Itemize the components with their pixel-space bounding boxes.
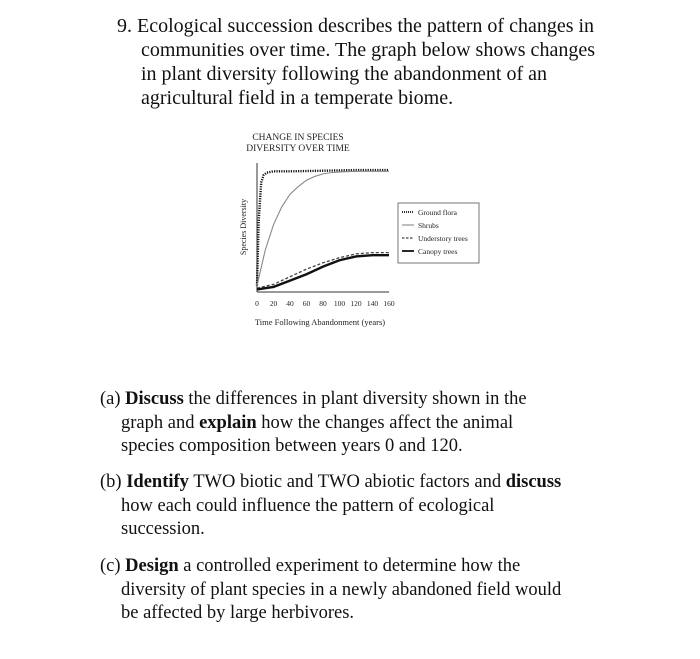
task-verb: Discuss [125,389,184,409]
series-line-canopy-trees [257,255,389,289]
question-text: (b) [100,472,127,492]
x-tick-label: 80 [319,299,327,308]
legend-label: Shrubs [418,221,439,230]
chart-title-line: CHANGE IN SPECIES [252,133,344,143]
question-part-line [121,495,494,519]
series-line-ground-flora [257,170,389,286]
diversity-chart [228,125,518,340]
series-line-shrubs [257,171,389,285]
question-part-line [121,518,205,542]
question-line: communities over time. The graph below shows changes [141,39,595,61]
question-text: a controlled experiment to determine how the [178,556,521,576]
question-line: agricultural field in a temperate biome. [141,87,454,109]
x-tick-label: 20 [269,299,278,308]
question-part-line [121,435,463,459]
x-tick-label: 160 [383,299,395,308]
question-part-line [121,579,561,603]
task-verb: discuss [505,472,562,492]
question-part-line [100,555,520,579]
question-part-line [121,412,513,436]
question-text: how each could influence the pattern of ecological [121,495,495,516]
question-line: in plant diversity following the abandonment of an [141,63,548,85]
question-text: how the changes affect the animal [256,412,514,433]
legend-label: Understory trees [418,234,468,243]
x-tick-label: 140 [366,299,379,308]
chart-svg [228,125,518,340]
x-tick-label: 60 [302,299,311,308]
question-text: diversity of plant species in a newly abandoned field would [121,579,562,600]
y-axis-label: Species Diversity [239,198,248,256]
x-tick-label: 40 [286,299,294,308]
x-tick-label: 100 [333,299,346,308]
series-lines [257,170,389,289]
x-tick-label: 120 [350,299,362,308]
question-text: the differences in plant diversity shown in the [183,389,527,409]
x-tick-label: 0 [255,299,259,308]
question-text: species composition between years 0 and 120. [121,436,463,456]
question-text: succession. [121,519,205,539]
task-verb: Identify [126,472,189,492]
chart-title-line: DIVERSITY OVER TIME [246,144,350,154]
question-part-line [100,471,561,495]
question-part-line [121,602,354,626]
question-part-line [100,388,527,412]
legend-label: Canopy trees [418,247,458,256]
task-verb: Design [125,556,179,576]
question-text: (c) [100,556,126,576]
x-tick-labels [255,299,395,308]
series-line-understory-trees [257,253,389,289]
question-line: 9. Ecological succession describes the pattern of changes in [117,15,595,37]
question-text: be affected by large herbivores. [121,603,355,623]
legend-label: Ground flora [418,208,457,217]
question-text: TWO biotic and TWO abiotic factors and [188,472,506,492]
task-verb: explain [199,412,257,433]
question-text: graph and [121,412,200,433]
question-text: (a) [100,389,126,409]
x-axis-label: Time Following Abandonment (years) [254,317,386,327]
